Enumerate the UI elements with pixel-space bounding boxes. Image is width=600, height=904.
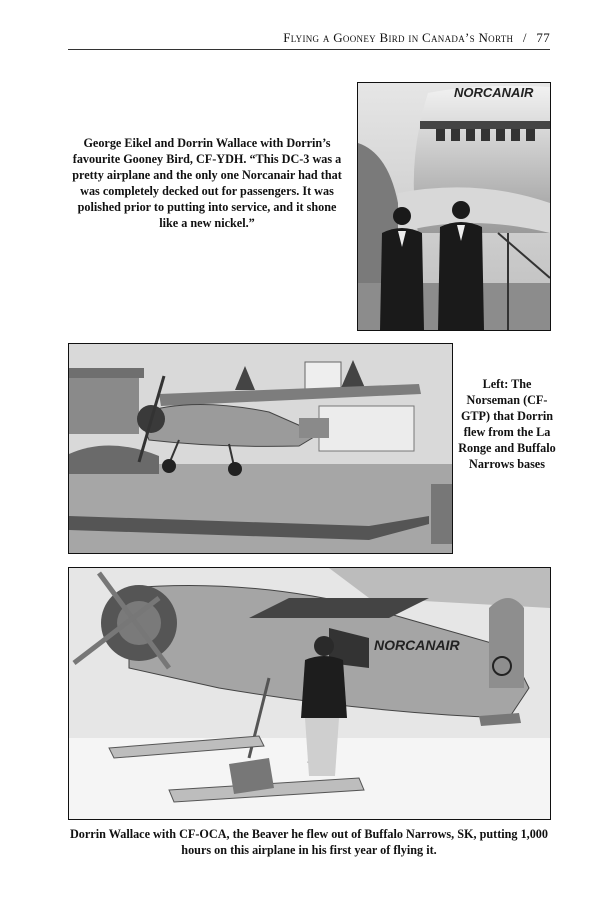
dc3-photo <box>357 82 551 331</box>
norseman-caption: Left: The Norseman (CF-GTP) that Dorrin flew from the La Ronge and Buffalo Narrows bases <box>458 377 556 471</box>
header-rule <box>68 49 550 50</box>
header-separator: / <box>522 30 527 45</box>
fuselage-lettering: NORCANAIR <box>454 85 534 100</box>
beaver-photo <box>68 567 551 820</box>
running-header <box>68 30 550 50</box>
fuselage-lettering: NORCANAIR <box>374 637 460 653</box>
beaver-caption: Dorrin Wallace with CF-OCA, the Beaver he flew out of Buffalo Narrows, SK, putting 1,000 hours on this airplane in his first year of flying it. <box>70 827 548 857</box>
page-number: 77 <box>536 30 550 45</box>
norseman-photo <box>68 343 453 554</box>
dc3-caption: George Eikel and Dorrin Wallace with Dorrin’s favourite Gooney Bird, CF-YDH. “This DC-3 was a pretty airplane and the only one Norcanair had that was completely decked out for passengers. It was polished prior to putting into service, and it shone like a new nickel.” <box>72 136 342 230</box>
running-title: Flying a Gooney Bird in Canada’s North <box>283 30 514 45</box>
